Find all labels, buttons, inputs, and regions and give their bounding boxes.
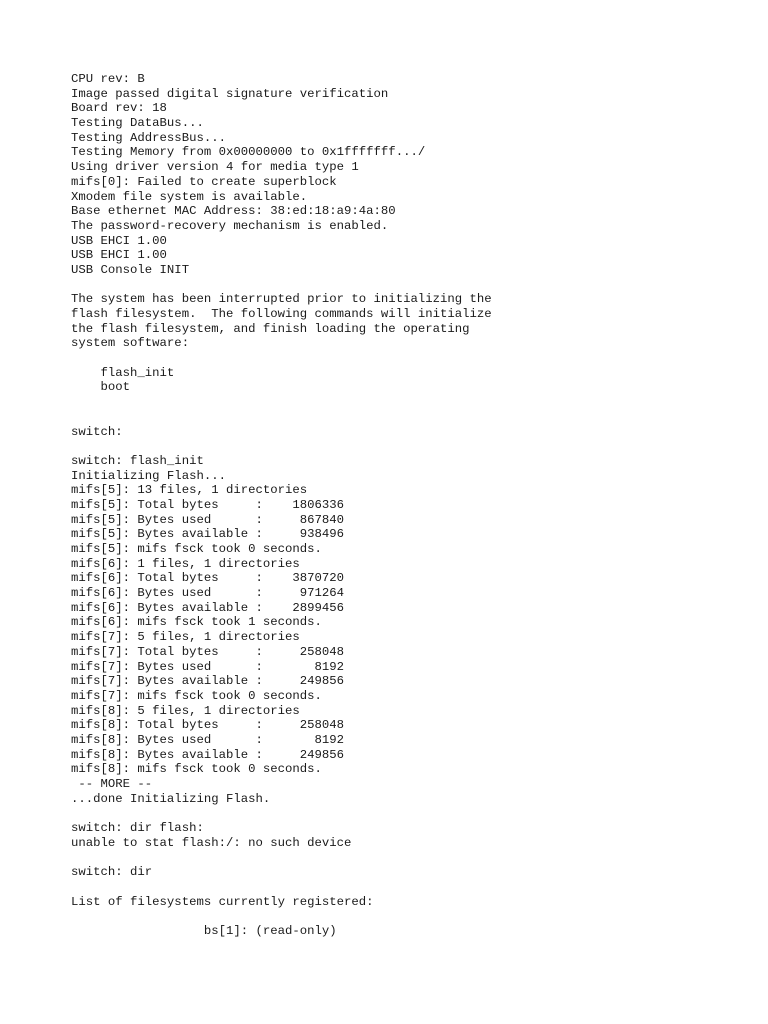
console-line: mifs[5]: Bytes used : 867840: [71, 512, 345, 527]
console-line: [71, 806, 492, 821]
console-line: mifs[6]: mifs fsck took 1 seconds.: [71, 615, 322, 630]
console-line: mifs[0]: Failed to create superblock: [71, 174, 337, 189]
console-line: The password-recovery mechanism is enabled.: [71, 218, 389, 233]
console-line: mifs[8]: mifs fsck took 0 seconds.: [71, 762, 322, 777]
console-line: unable to stat flash:/: no such device: [71, 835, 352, 850]
console-line: Image passed digital signature verification: [71, 86, 389, 101]
console-line: flash_init: [71, 365, 175, 380]
console-line: switch: dir flash:: [71, 821, 204, 836]
console-line: Testing Memory from 0x00000000 to 0x1fffffff.../: [71, 145, 426, 160]
console-line: switch: dir: [71, 865, 153, 880]
console-line: [71, 880, 492, 895]
console-line: USB Console INIT: [71, 262, 190, 277]
console-line: Testing AddressBus...: [71, 130, 226, 145]
console-line: mifs[7]: Total bytes : 258048: [71, 644, 345, 659]
console-line: mifs[6]: 1 files, 1 directories: [71, 556, 300, 571]
console-line: [71, 351, 492, 366]
console-line: mifs[5]: 13 files, 1 directories: [71, 483, 308, 498]
console-line: [71, 395, 492, 410]
console-line: Board rev: 18: [71, 101, 167, 116]
console-line: mifs[8]: Bytes available : 249856: [71, 747, 345, 762]
console-line: Using driver version 4 for media type 1: [71, 160, 359, 175]
console-line: List of filesystems currently registered:: [71, 894, 374, 909]
console-line: mifs[7]: Bytes available : 249856: [71, 674, 345, 689]
console-line: mifs[8]: 5 files, 1 directories: [71, 703, 300, 718]
console-line: [71, 410, 492, 425]
console-line: boot: [71, 380, 131, 395]
console-line: Base ethernet MAC Address: 38:ed:18:a9:4a:80: [71, 204, 396, 219]
console-line: USB EHCI 1.00: [71, 233, 167, 248]
console-line: mifs[8]: Total bytes : 258048: [71, 718, 345, 733]
console-line: flash filesystem. The following commands will initialize: [71, 307, 492, 321]
console-line: mifs[5]: Bytes available : 938496: [71, 527, 345, 542]
console-line: mifs[7]: mifs fsck took 0 seconds.: [71, 688, 322, 703]
console-line: [71, 439, 492, 454]
console-line: mifs[6]: Total bytes : 3870720: [71, 571, 345, 586]
console-line: Initializing Flash...: [71, 468, 226, 483]
console-line: bs[1]: (read-only): [71, 923, 337, 938]
console-line: [71, 278, 492, 293]
console-line: mifs[6]: Bytes used : 971264: [71, 586, 345, 601]
console-line: USB EHCI 1.00: [71, 248, 167, 263]
console-line: Testing DataBus...: [71, 116, 204, 131]
console-output: [71, 72, 492, 939]
console-line: mifs[5]: Total bytes : 1806336: [71, 497, 345, 512]
console-line: switch: flash_init: [71, 453, 204, 468]
console-line: -- MORE --: [71, 777, 153, 791]
console-line: [71, 850, 492, 865]
console-line: CPU rev: B: [71, 72, 145, 86]
console-line: system software:: [71, 336, 190, 351]
console-line: switch:: [71, 424, 123, 439]
console-line: The system has been interrupted prior to initializing the: [71, 292, 492, 307]
console-line: mifs[7]: 5 files, 1 directories: [71, 630, 300, 645]
console-line: mifs[6]: Bytes available : 2899456: [71, 600, 345, 615]
console-line: mifs[7]: Bytes used : 8192: [71, 659, 345, 674]
console-line: ...done Initializing Flash.: [71, 791, 271, 806]
console-line: mifs[5]: mifs fsck took 0 seconds.: [71, 542, 322, 556]
console-line: Xmodem file system is available.: [71, 189, 308, 204]
console-line: mifs[8]: Bytes used : 8192: [71, 732, 345, 747]
console-line: the flash filesystem, and finish loading the operating: [71, 321, 470, 336]
console-line: [71, 909, 492, 924]
